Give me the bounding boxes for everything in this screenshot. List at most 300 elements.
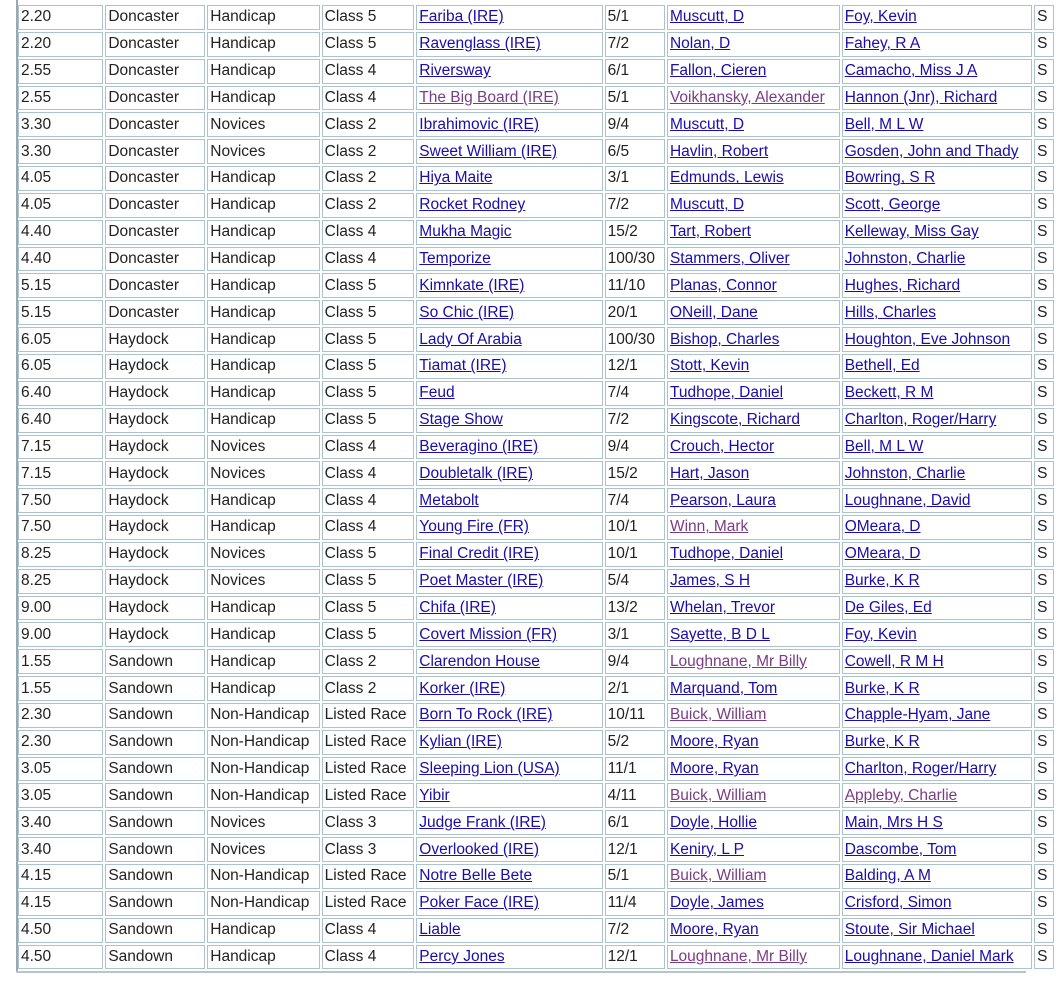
jockey-link[interactable]: Pearson, Laura	[669, 491, 776, 509]
truncated-text: S	[1037, 276, 1048, 294]
odds-cell	[605, 703, 665, 728]
course-cell	[105, 569, 205, 594]
race-time-cell	[18, 220, 103, 245]
table-row	[18, 488, 1054, 513]
race-type-text: Handicap	[210, 223, 276, 241]
trainer-cell	[842, 461, 1032, 486]
horse-link[interactable]: Korker (IRE)	[419, 679, 506, 697]
race-time-text: 7.50	[21, 491, 52, 509]
trainer-cell	[842, 86, 1032, 111]
jockey-link[interactable]: Sayette, B D L	[669, 625, 770, 643]
horse-link[interactable]: Clarendon House	[419, 652, 540, 670]
odds-cell	[605, 86, 665, 111]
jockey-link[interactable]: Tudhope, Daniel	[669, 384, 784, 402]
jockey-link[interactable]: Nolan, D	[669, 35, 731, 53]
jockey-cell	[667, 569, 840, 594]
trainer-link[interactable]: Chapple-Hyam, Jane	[844, 706, 991, 724]
horse-cell	[416, 300, 602, 325]
jockey-link[interactable]: Whelan, Trevor	[669, 598, 776, 616]
horse-link[interactable]: Ravenglass (IRE)	[419, 35, 541, 53]
truncated-text: S	[1037, 142, 1048, 160]
trainer-cell	[842, 193, 1032, 218]
trainer-link[interactable]: Hills, Charles	[844, 303, 937, 321]
race-type-cell	[207, 783, 319, 808]
jockey-link[interactable]: Marquand, Tom	[669, 679, 778, 697]
trainer-cell	[842, 810, 1032, 835]
race-type-cell	[207, 435, 319, 460]
race-time-text: 4.15	[21, 894, 52, 912]
race-type-text: Handicap	[210, 196, 276, 214]
course-cell	[105, 193, 205, 218]
race-time-text: 3.30	[21, 115, 52, 133]
trainer-link[interactable]: OMeara, D	[844, 545, 921, 563]
horse-link[interactable]: Rocket Rodney	[419, 196, 526, 214]
jockey-link[interactable]: Tudhope, Daniel	[669, 545, 784, 563]
course-text: Haydock	[108, 491, 169, 509]
race-class-text: Class 4	[324, 88, 377, 106]
race-type-text: Handicap	[210, 679, 276, 697]
trainer-link[interactable]: Loughnane, Daniel Mark	[844, 947, 1014, 965]
horse-link[interactable]: Riversway	[419, 62, 491, 80]
race-class-text: Class 3	[324, 813, 377, 831]
horse-cell	[416, 757, 602, 782]
race-type-text: Novices	[210, 464, 266, 482]
trainer-link[interactable]: Foy, Kevin	[844, 8, 917, 26]
jockey-link[interactable]: Stammers, Oliver	[669, 250, 790, 268]
truncated-text: S	[1037, 196, 1048, 214]
trainer-link[interactable]: Main, Mrs H S	[844, 813, 943, 831]
trainer-cell	[842, 596, 1032, 621]
table-row	[18, 515, 1054, 540]
horse-cell	[416, 837, 602, 862]
trainer-link[interactable]: Cowell, R M H	[844, 652, 944, 670]
jockey-cell	[667, 837, 840, 862]
jockey-link[interactable]: Tart, Robert	[669, 223, 751, 241]
race-time-text: 2.55	[21, 88, 52, 106]
trainer-cell	[842, 139, 1032, 164]
race-time-text: 3.40	[21, 813, 52, 831]
race-type-text: Novices	[210, 437, 266, 455]
jockey-link[interactable]: Doyle, Hollie	[669, 813, 757, 831]
trainer-link[interactable]: De Giles, Ed	[844, 598, 932, 616]
course-text: Haydock	[108, 330, 169, 348]
race-type-text: Handicap	[210, 35, 276, 53]
race-type-text: Handicap	[210, 250, 276, 268]
trainer-link[interactable]: Scott, George	[844, 196, 941, 214]
jockey-link[interactable]: Keniry, L P	[669, 840, 745, 858]
race-class-cell	[322, 408, 415, 433]
truncated-cell	[1034, 461, 1054, 486]
odds-text: 5/1	[607, 8, 630, 26]
trainer-cell	[842, 622, 1032, 647]
trainer-link[interactable]: Gosden, John and Thady	[844, 142, 1019, 160]
truncated-cell	[1034, 381, 1054, 406]
horse-cell	[416, 408, 602, 433]
trainer-link[interactable]: Johnston, Charlie	[844, 250, 966, 268]
table-row	[18, 945, 1054, 970]
course-cell	[105, 354, 205, 379]
trainer-cell	[842, 783, 1032, 808]
table-row	[18, 864, 1054, 889]
trainer-link[interactable]: OMeara, D	[844, 518, 921, 536]
table-row	[18, 247, 1054, 272]
race-type-cell	[207, 273, 319, 298]
trainer-link[interactable]: Crisford, Simon	[844, 894, 952, 912]
table-row	[18, 757, 1054, 782]
horse-link[interactable]: Fariba (IRE)	[419, 8, 504, 26]
race-time-text: 6.05	[21, 330, 52, 348]
truncated-cell	[1034, 247, 1054, 272]
horse-link[interactable]: Notre Belle Bete	[419, 867, 533, 885]
trainer-cell	[842, 166, 1032, 191]
race-type-text: Non-Handicap	[210, 706, 310, 724]
horse-cell	[416, 166, 602, 191]
odds-text: 4/11	[607, 786, 637, 804]
course-cell	[105, 220, 205, 245]
trainer-cell	[842, 435, 1032, 460]
jockey-link[interactable]: ONeill, Dane	[669, 303, 758, 321]
odds-cell	[605, 918, 665, 943]
jockey-link[interactable]: Voikhansky, Alexander	[669, 88, 825, 106]
horse-link[interactable]: Young Fire (FR)	[419, 518, 529, 536]
trainer-cell	[842, 569, 1032, 594]
race-time-text: 6.40	[21, 411, 52, 429]
truncated-text: S	[1037, 491, 1048, 509]
jockey-link[interactable]: Edmunds, Lewis	[669, 169, 784, 187]
course-cell	[105, 300, 205, 325]
table-row	[18, 5, 1054, 30]
jockey-link[interactable]: Buick, William	[669, 706, 767, 724]
jockey-cell	[667, 488, 840, 513]
jockey-link[interactable]: Stott, Kevin	[669, 357, 750, 375]
trainer-cell	[842, 649, 1032, 674]
race-time-cell	[18, 891, 103, 916]
table-row	[18, 220, 1054, 245]
odds-cell	[605, 864, 665, 889]
jockey-link[interactable]: Fallon, Cieren	[669, 62, 767, 80]
truncated-cell	[1034, 918, 1054, 943]
course-cell	[105, 515, 205, 540]
jockey-link[interactable]: Muscutt, D	[669, 8, 745, 26]
jockey-link[interactable]: Kingscote, Richard	[669, 411, 801, 429]
race-type-cell	[207, 59, 319, 84]
race-type-cell	[207, 757, 319, 782]
race-time-text: 8.25	[21, 545, 52, 563]
race-class-cell	[322, 730, 415, 755]
odds-text: 6/1	[607, 62, 630, 80]
trainer-link[interactable]: Bowring, S R	[844, 169, 936, 187]
course-text: Sandown	[108, 706, 173, 724]
horse-link[interactable]: Tiamat (IRE)	[419, 357, 507, 375]
truncated-text: S	[1037, 679, 1048, 697]
table-row	[18, 273, 1054, 298]
race-class-text: Class 5	[324, 625, 377, 643]
race-class-text: Class 4	[324, 223, 377, 241]
race-time-text: 2.30	[21, 733, 52, 751]
race-time-cell	[18, 193, 103, 218]
race-time-cell	[18, 86, 103, 111]
odds-cell	[605, 676, 665, 701]
jockey-cell	[667, 461, 840, 486]
jockey-cell	[667, 757, 840, 782]
trainer-link[interactable]: Balding, A M	[844, 867, 931, 885]
race-selections-table	[16, 3, 1056, 971]
horse-link[interactable]: Sweet William (IRE)	[419, 142, 558, 160]
race-time-text: 6.05	[21, 357, 52, 375]
race-time-text: 7.15	[21, 437, 52, 455]
race-time-cell	[18, 354, 103, 379]
race-time-text: 2.20	[21, 35, 52, 53]
odds-text: 12/1	[607, 840, 638, 858]
course-cell	[105, 542, 205, 567]
table-row	[18, 139, 1054, 164]
course-cell	[105, 703, 205, 728]
jockey-link[interactable]: Havlin, Robert	[669, 142, 769, 160]
horse-link[interactable]: Doubletalk (IRE)	[419, 464, 533, 482]
jockey-cell	[667, 918, 840, 943]
race-class-text: Listed Race	[324, 760, 407, 778]
odds-cell	[605, 891, 665, 916]
race-type-text: Handicap	[210, 921, 276, 939]
race-class-cell	[322, 783, 415, 808]
course-cell	[105, 32, 205, 57]
horse-link[interactable]: Covert Mission (FR)	[419, 625, 558, 643]
table-row	[18, 408, 1054, 433]
jockey-cell	[667, 622, 840, 647]
race-class-cell	[322, 220, 415, 245]
odds-cell	[605, 327, 665, 352]
table-row	[18, 381, 1054, 406]
race-class-cell	[322, 757, 415, 782]
horse-link[interactable]: Final Credit (IRE)	[419, 545, 539, 563]
jockey-link[interactable]: Hart, Jason	[669, 464, 750, 482]
odds-text: 12/1	[607, 947, 638, 965]
trainer-link[interactable]: Burke, K R	[844, 572, 920, 590]
horse-link[interactable]: Poet Master (IRE)	[419, 572, 544, 590]
race-type-text: Handicap	[210, 357, 276, 375]
trainer-link[interactable]: Burke, K R	[844, 733, 920, 751]
race-time-cell	[18, 676, 103, 701]
odds-cell	[605, 945, 665, 970]
horse-link[interactable]: Ibrahimovic (IRE)	[419, 115, 539, 133]
truncated-text: S	[1037, 598, 1048, 616]
horse-link[interactable]: Sleeping Lion (USA)	[419, 760, 560, 778]
trainer-link[interactable]: Appleby, Charlie	[844, 786, 958, 804]
odds-cell	[605, 5, 665, 30]
trainer-cell	[842, 918, 1032, 943]
table-row	[18, 461, 1054, 486]
table-bottom-edge	[16, 971, 1026, 973]
jockey-link[interactable]: James, S H	[669, 572, 751, 590]
race-type-text: Handicap	[210, 303, 276, 321]
truncated-text: S	[1037, 545, 1048, 563]
odds-cell	[605, 515, 665, 540]
truncated-text: S	[1037, 357, 1048, 375]
jockey-link[interactable]: Planas, Connor	[669, 276, 777, 294]
horse-link[interactable]: Percy Jones	[419, 947, 505, 965]
course-text: Haydock	[108, 384, 169, 402]
horse-link[interactable]: Poker Face (IRE)	[419, 894, 540, 912]
trainer-link[interactable]: Bell, M L W	[844, 437, 924, 455]
odds-cell	[605, 139, 665, 164]
odds-cell	[605, 730, 665, 755]
truncated-text: S	[1037, 8, 1048, 26]
jockey-link[interactable]: Doyle, James	[669, 894, 764, 912]
race-time-cell	[18, 864, 103, 889]
jockey-link[interactable]: Loughnane, Mr Billy	[669, 652, 807, 670]
horse-link[interactable]: The Big Board (IRE)	[419, 88, 559, 106]
horse-cell	[416, 542, 602, 567]
race-time-text: 2.30	[21, 706, 52, 724]
horse-link[interactable]: Chifa (IRE)	[419, 598, 496, 616]
horse-link[interactable]: Overlooked (IRE)	[419, 840, 540, 858]
race-time-cell	[18, 139, 103, 164]
odds-cell	[605, 488, 665, 513]
trainer-cell	[842, 112, 1032, 137]
odds-text: 5/1	[607, 88, 630, 106]
trainer-link[interactable]: Bethell, Ed	[844, 357, 920, 375]
jockey-cell	[667, 247, 840, 272]
jockey-link[interactable]: Loughnane, Mr Billy	[669, 947, 807, 965]
horse-link[interactable]: Kylian (IRE)	[419, 733, 502, 751]
horse-link[interactable]: Judge Frank (IRE)	[419, 813, 546, 831]
race-type-cell	[207, 918, 319, 943]
race-type-cell	[207, 730, 319, 755]
race-type-cell	[207, 86, 319, 111]
trainer-cell	[842, 542, 1032, 567]
truncated-cell	[1034, 435, 1054, 460]
race-time-cell	[18, 622, 103, 647]
truncated-text: S	[1037, 813, 1048, 831]
truncated-cell	[1034, 139, 1054, 164]
trainer-link[interactable]: Camacho, Miss J A	[844, 62, 978, 80]
trainer-link[interactable]: Johnston, Charlie	[844, 464, 966, 482]
course-cell	[105, 864, 205, 889]
table-row	[18, 649, 1054, 674]
horse-link[interactable]: Mukha Magic	[419, 223, 512, 241]
trainer-link[interactable]: Hughes, Richard	[844, 276, 961, 294]
race-class-text: Class 4	[324, 464, 377, 482]
trainer-link[interactable]: Burke, K R	[844, 679, 920, 697]
race-class-text: Class 5	[324, 276, 377, 294]
table-row	[18, 783, 1054, 808]
trainer-cell	[842, 32, 1032, 57]
jockey-link[interactable]: Muscutt, D	[669, 115, 745, 133]
race-type-cell	[207, 381, 319, 406]
horse-link[interactable]: Beveragino (IRE)	[419, 437, 539, 455]
horse-link[interactable]: Hiya Maite	[419, 169, 493, 187]
trainer-link[interactable]: Stoute, Sir Michael	[844, 921, 975, 939]
horse-link[interactable]: Liable	[419, 921, 461, 939]
race-type-cell	[207, 676, 319, 701]
odds-text: 15/2	[607, 464, 638, 482]
horse-cell	[416, 649, 602, 674]
race-time-cell	[18, 918, 103, 943]
horse-link[interactable]: Kimnkate (IRE)	[419, 276, 525, 294]
trainer-link[interactable]: Beckett, R M	[844, 384, 934, 402]
trainer-link[interactable]: Loughnane, David	[844, 491, 971, 509]
trainer-link[interactable]: Bell, M L W	[844, 115, 924, 133]
course-text: Doncaster	[108, 115, 179, 133]
horse-link[interactable]: Born To Rock (IRE)	[419, 706, 553, 724]
jockey-link[interactable]: Moore, Ryan	[669, 921, 759, 939]
jockey-cell	[667, 891, 840, 916]
jockey-link[interactable]: Buick, William	[669, 867, 767, 885]
truncated-cell	[1034, 569, 1054, 594]
truncated-cell	[1034, 166, 1054, 191]
course-text: Haydock	[108, 625, 169, 643]
jockey-link[interactable]: Bishop, Charles	[669, 330, 780, 348]
jockey-link[interactable]: Muscutt, D	[669, 196, 745, 214]
jockey-link[interactable]: Moore, Ryan	[669, 760, 759, 778]
course-text: Haydock	[108, 598, 169, 616]
race-time-cell	[18, 515, 103, 540]
horse-link[interactable]: So Chic (IRE)	[419, 303, 515, 321]
race-class-text: Class 4	[324, 947, 377, 965]
race-time-text: 3.30	[21, 142, 52, 160]
trainer-link[interactable]: Charlton, Roger/Harry	[844, 411, 997, 429]
trainer-link[interactable]: Charlton, Roger/Harry	[844, 760, 997, 778]
jockey-link[interactable]: Buick, William	[669, 786, 767, 804]
jockey-link[interactable]: Crouch, Hector	[669, 437, 775, 455]
odds-text: 5/2	[607, 733, 630, 751]
race-class-text: Class 2	[324, 679, 377, 697]
odds-cell	[605, 542, 665, 567]
race-class-cell	[322, 193, 415, 218]
trainer-link[interactable]: Houghton, Eve Johnson	[844, 330, 1011, 348]
horse-link[interactable]: Temporize	[419, 250, 491, 268]
race-type-text: Novices	[210, 545, 266, 563]
table-row	[18, 327, 1054, 352]
race-class-cell	[322, 649, 415, 674]
race-class-cell	[322, 32, 415, 57]
trainer-link[interactable]: Fahey, R A	[844, 35, 921, 53]
race-class-text: Class 3	[324, 840, 377, 858]
race-class-text: Class 5	[324, 411, 377, 429]
odds-cell	[605, 381, 665, 406]
trainer-cell	[842, 59, 1032, 84]
horse-cell	[416, 515, 602, 540]
course-text: Sandown	[108, 760, 173, 778]
horse-link[interactable]: Feud	[419, 384, 455, 402]
race-class-text: Class 5	[324, 598, 377, 616]
horse-link[interactable]: Yibir	[419, 786, 450, 804]
truncated-cell	[1034, 676, 1054, 701]
trainer-cell	[842, 220, 1032, 245]
jockey-link[interactable]: Moore, Ryan	[669, 733, 759, 751]
race-type-cell	[207, 300, 319, 325]
trainer-link[interactable]: Foy, Kevin	[844, 625, 917, 643]
course-cell	[105, 676, 205, 701]
horse-link[interactable]: Stage Show	[419, 411, 503, 429]
race-class-text: Class 2	[324, 142, 377, 160]
horse-link[interactable]: Metabolt	[419, 491, 479, 509]
truncated-cell	[1034, 783, 1054, 808]
jockey-cell	[667, 435, 840, 460]
race-type-cell	[207, 193, 319, 218]
trainer-link[interactable]: Hannon (Jnr), Richard	[844, 88, 998, 106]
race-class-cell	[322, 5, 415, 30]
trainer-link[interactable]: Dascombe, Tom	[844, 840, 957, 858]
horse-link[interactable]: Lady Of Arabia	[419, 330, 522, 348]
horse-cell	[416, 488, 602, 513]
jockey-link[interactable]: Winn, Mark	[669, 518, 749, 536]
race-time-text: 7.15	[21, 464, 52, 482]
odds-cell	[605, 783, 665, 808]
horse-cell	[416, 273, 602, 298]
race-class-text: Class 2	[324, 652, 377, 670]
trainer-link[interactable]: Kelleway, Miss Gay	[844, 223, 979, 241]
